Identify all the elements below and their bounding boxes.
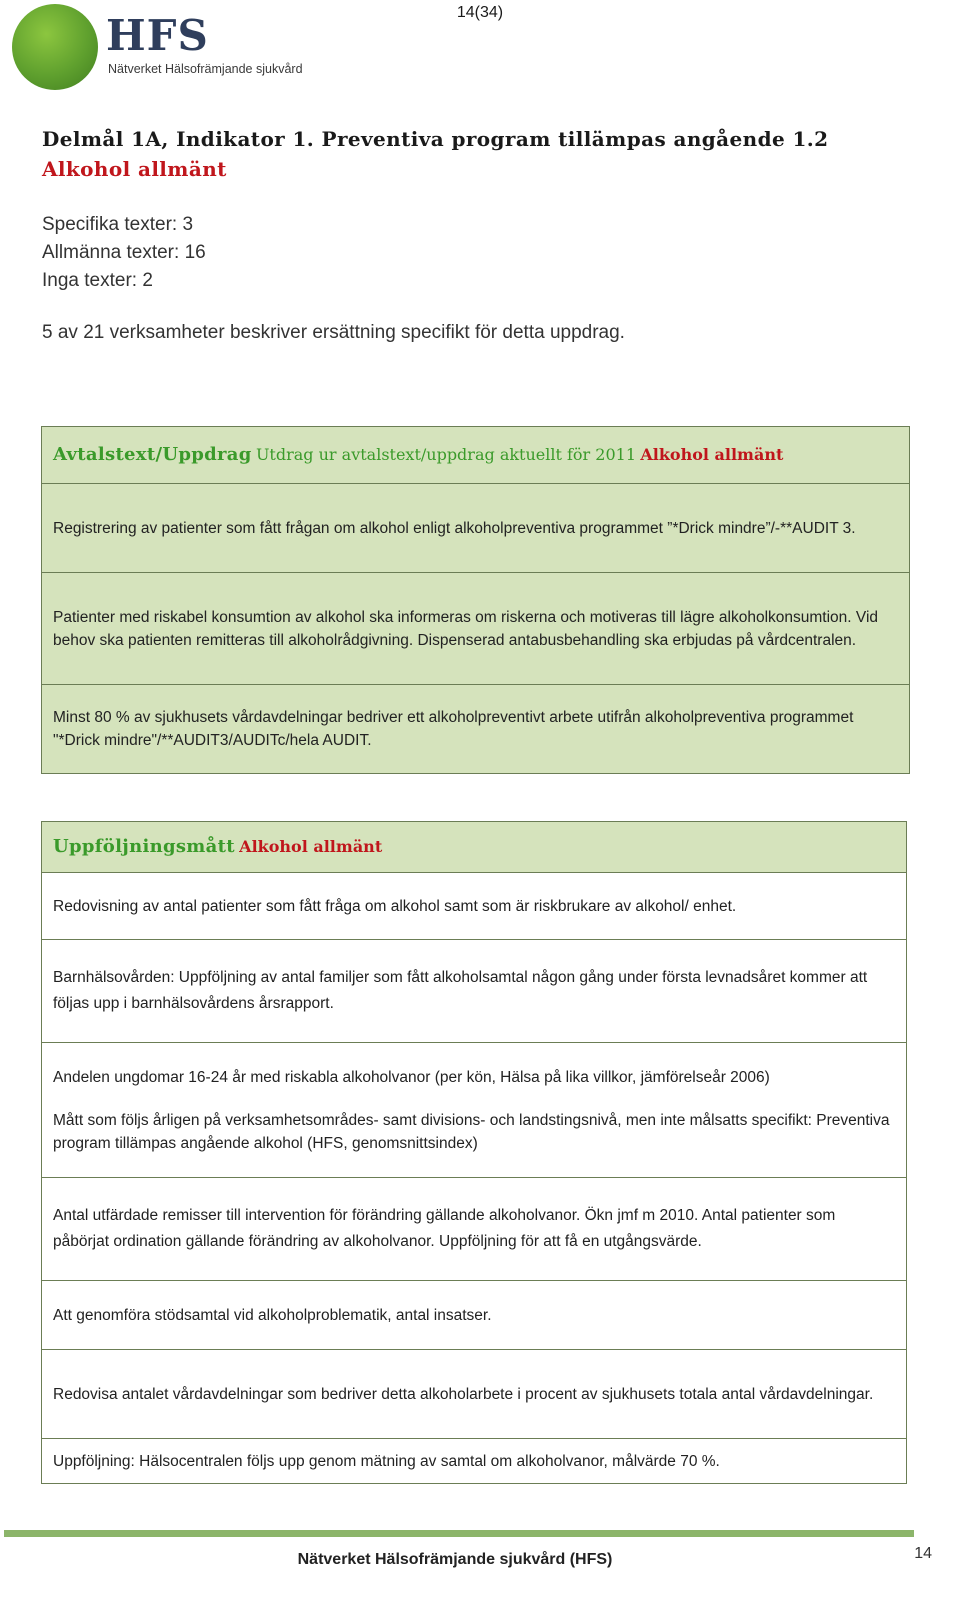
table-row [42, 1439, 907, 1484]
avtal-topic: Alkohol allmänt [640, 445, 784, 464]
heading-line-1: Delmål 1A, Indikator 1. Preventiva program tillämpas angående 1.2 [42, 127, 829, 151]
green-circle-logo-icon [12, 4, 98, 90]
avtal-row-2: Patienter med riskabel konsumtion av alkohol ska informeras om riskerna och motiveras till lägre alkoholkonsumtion. Vid behov ska patienten remitteras till alkoholrådgivning. Dispenserad antabusbehandling ska erbjudas på vårdcentralen. [42, 573, 910, 685]
avtal-subtitle: Utdrag ur avtalstext/uppdrag aktuellt för 2011 [255, 445, 637, 464]
uppfoljning-row-4: Antal utfärdade remisser till intervention för förändring gällande alkoholvanor. Ökn jmf m 2010. Antal patienter som påbörjat ordination gällande förändring av alkoholvanor. Uppföljning för att få en utgångsvärde. [42, 1178, 907, 1281]
avtal-table [41, 426, 910, 774]
avtal-title: Avtalstext/Uppdrag [53, 444, 252, 465]
table-row [42, 940, 907, 1043]
table-row [42, 685, 910, 774]
uppfoljning-row-3 [42, 1043, 907, 1178]
heading-line-2: Alkohol allmänt [42, 157, 227, 181]
footer-text: Nätverket Hälsofrämjande sjukvård (HFS) [297, 1551, 613, 1568]
footer-divider [4, 1530, 914, 1537]
table-row [42, 573, 910, 685]
count-none: Inga texter: 2 [42, 270, 153, 291]
avtal-row-1: Registrering av patienter som fått frågan om alkohol enligt alkoholpreventiva programmet ”*Drick mindre”/-**AUDIT 3. [42, 484, 910, 573]
uppfoljning-row-5: Att genomföra stödsamtal vid alkoholproblematik, antal insatser. [42, 1281, 907, 1350]
avtal-header-row [42, 427, 910, 484]
table-row [42, 1350, 907, 1439]
summary-text: 5 av 21 verksamheter beskriver ersättning specifikt för detta uppdrag. [42, 322, 625, 343]
uppfoljning-header-row [42, 822, 907, 873]
uppfoljning-row-3-line-2: Mått som följs årligen på verksamhetsområdes- samt divisions- och landstingsnivå, men inte målsatts specifikt: Preventiva program tillämpas angående alkohol (HFS, genomsnittsindex) [53, 1111, 890, 1152]
uppfoljning-topic: Alkohol allmänt [239, 837, 383, 856]
logo-subtitle: Nätverket Hälsofrämjande sjukvård [108, 62, 303, 76]
table-row [42, 484, 910, 573]
table-row [42, 873, 907, 940]
uppfoljning-title: Uppföljningsmått [53, 836, 235, 857]
table-row [42, 1281, 907, 1350]
uppfoljning-row-1: Redovisning av antal patienter som fått fråga om alkohol samt som är riskbrukare av alkohol/ enhet. [42, 873, 907, 940]
count-specific: Specifika texter: 3 [42, 214, 194, 235]
table-row [42, 1043, 907, 1178]
uppfoljning-header [42, 822, 907, 873]
hfs-logo [12, 4, 312, 90]
avtal-row-3: Minst 80 % av sjukhusets vårdavdelningar bedriver ett alkoholpreventivt arbete utifrån alkoholpreventiva programmet "*Drick mindre"/**AUDIT3/AUDITc/hela AUDIT. [42, 685, 910, 774]
count-general: Allmänna texter: 16 [42, 242, 206, 263]
uppfoljning-row-3-line-1: Andelen ungdomar 16-24 år med riskabla alkoholvanor (per kön, Hälsa på lika villkor, jämförelseår 2006) [53, 1068, 770, 1086]
uppfoljning-row-7: Uppföljning: Hälsocentralen följs upp genom mätning av samtal om alkoholvanor, målvärde 70 %. [42, 1439, 907, 1484]
footer-page-number: 14 [914, 1545, 932, 1562]
text-counts [42, 211, 206, 295]
avtal-header [42, 427, 910, 484]
logo-title: HFS [106, 11, 209, 60]
uppfoljning-table [41, 821, 907, 1484]
section-heading [42, 124, 922, 184]
table-row [42, 1178, 907, 1281]
page-number: 14(34) [456, 4, 504, 21]
uppfoljning-row-6: Redovisa antalet vårdavdelningar som bedriver detta alkoholarbete i procent av sjukhusets totala antal vårdavdelningar. [42, 1350, 907, 1439]
uppfoljning-row-2: Barnhälsovården: Uppföljning av antal familjer som fått alkoholsamtal någon gång under första levnadsåret kommer att följas upp i barnhälsovårdens årsrapport. [42, 940, 907, 1043]
